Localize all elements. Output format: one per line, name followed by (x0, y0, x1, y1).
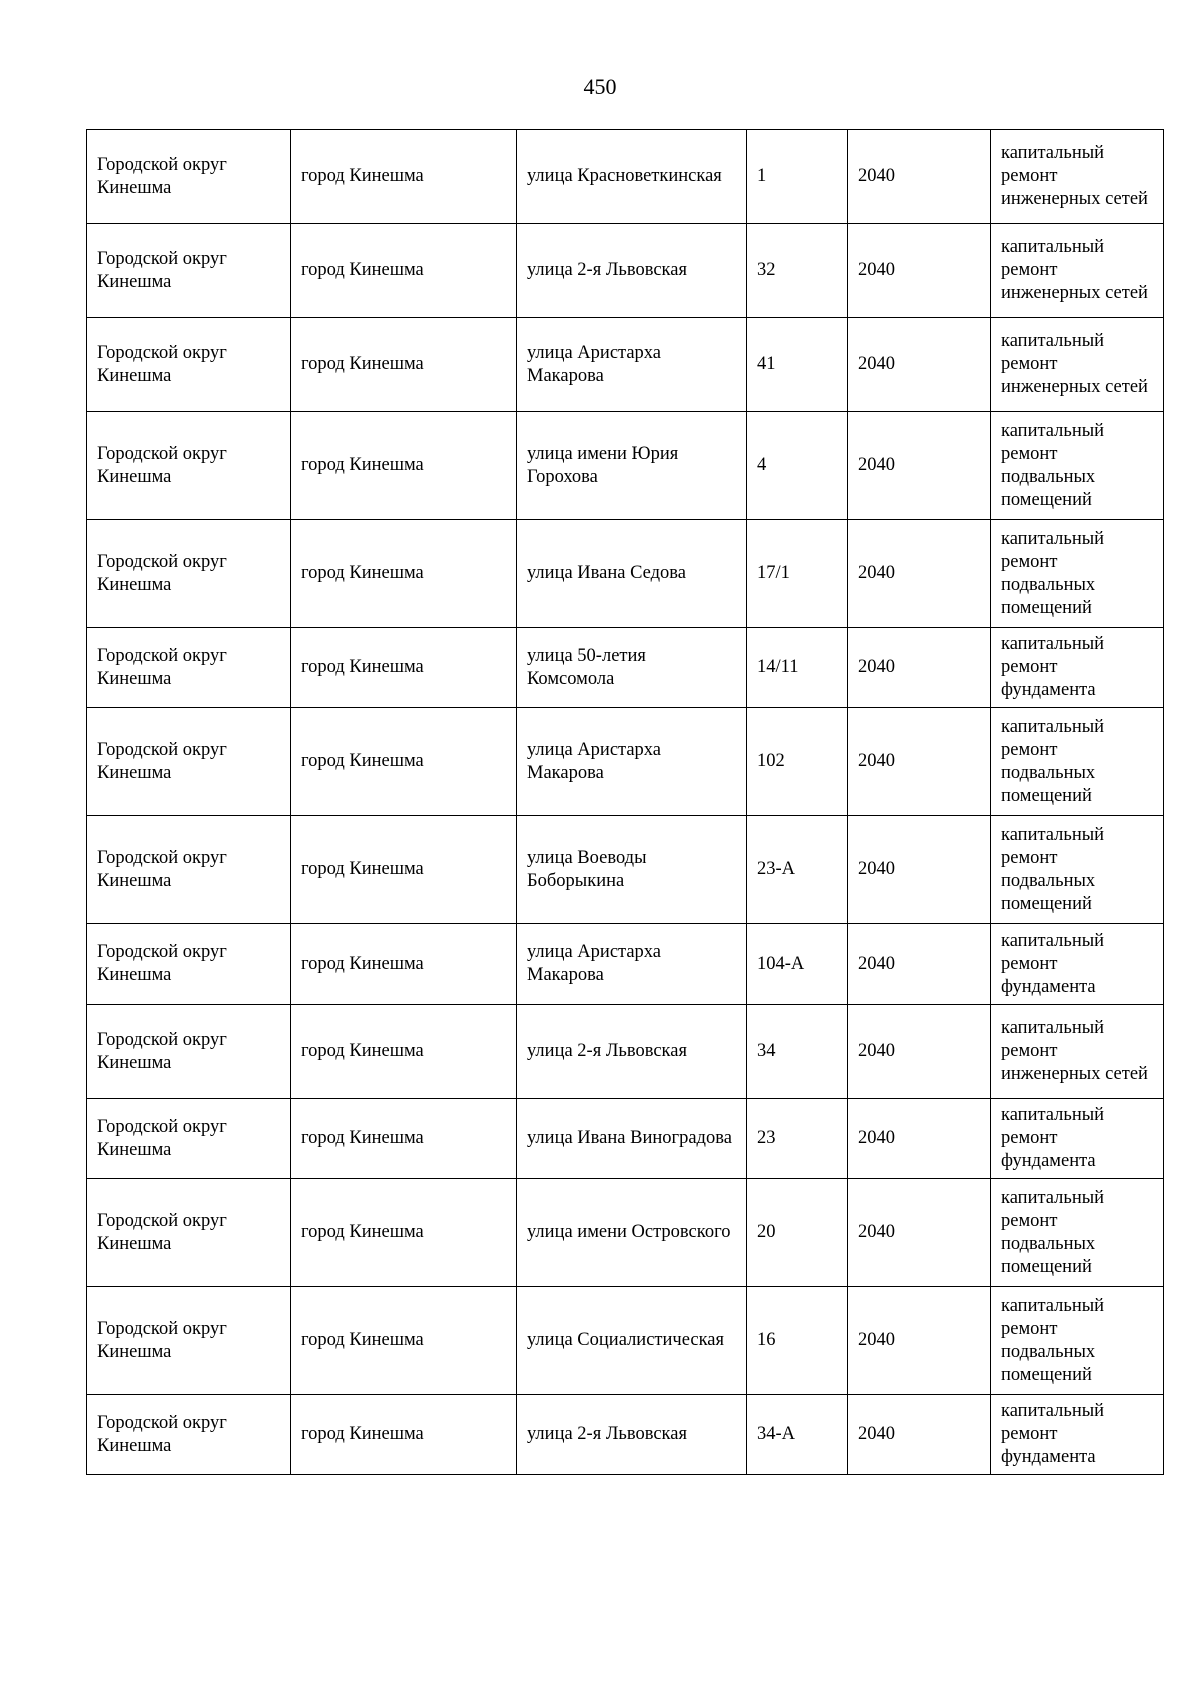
municipality-cell: Городской округ Кинешма (87, 816, 291, 924)
work-type-cell: капитальный ремонт подвальных помещений (991, 708, 1164, 816)
table-row (87, 708, 1164, 816)
work-type-cell: капитальный ремонт инженерных сетей (991, 130, 1164, 224)
work-type-cell: капитальный ремонт инженерных сетей (991, 1005, 1164, 1099)
house-number-cell: 32 (747, 224, 848, 318)
house-number-cell: 20 (747, 1179, 848, 1287)
table-row (87, 1287, 1164, 1395)
settlement-cell: город Кинешма (291, 1099, 517, 1179)
work-type-cell: капитальный ремонт подвальных помещений (991, 1179, 1164, 1287)
street-cell: улица Социалистическая (517, 1287, 747, 1395)
year-cell: 2040 (848, 224, 991, 318)
year-cell: 2040 (848, 1099, 991, 1179)
house-number-cell: 16 (747, 1287, 848, 1395)
settlement-cell: город Кинешма (291, 130, 517, 224)
year-cell: 2040 (848, 1287, 991, 1395)
year-cell: 2040 (848, 1395, 991, 1475)
work-type-cell: капитальный ремонт инженерных сетей (991, 224, 1164, 318)
repair-schedule-table (86, 129, 1164, 1475)
settlement-cell: город Кинешма (291, 1287, 517, 1395)
municipality-cell: Городской округ Кинешма (87, 1005, 291, 1099)
settlement-cell: город Кинешма (291, 412, 517, 520)
street-cell: улица 2-я Львовская (517, 1395, 747, 1475)
year-cell: 2040 (848, 318, 991, 412)
table-row (87, 130, 1164, 224)
settlement-cell: город Кинешма (291, 1179, 517, 1287)
table-row (87, 520, 1164, 628)
page-number: 450 (583, 74, 617, 99)
street-cell: улица Аристарха Макарова (517, 318, 747, 412)
table-row (87, 412, 1164, 520)
municipality-cell: Городской округ Кинешма (87, 318, 291, 412)
table-row (87, 1005, 1164, 1099)
work-type-cell: капитальный ремонт подвальных помещений (991, 520, 1164, 628)
settlement-cell: город Кинешма (291, 628, 517, 708)
year-cell: 2040 (848, 816, 991, 924)
settlement-cell: город Кинешма (291, 224, 517, 318)
municipality-cell: Городской округ Кинешма (87, 1099, 291, 1179)
work-type-cell: капитальный ремонт подвальных помещений (991, 1287, 1164, 1395)
street-cell: улица Ивана Седова (517, 520, 747, 628)
street-cell: улица Красноветкинская (517, 130, 747, 224)
work-type-cell: капитальный ремонт подвальных помещений (991, 412, 1164, 520)
street-cell: улица имени Островского (517, 1179, 747, 1287)
street-cell: улица имени Юрия Горохова (517, 412, 747, 520)
house-number-cell: 23-А (747, 816, 848, 924)
house-number-cell: 41 (747, 318, 848, 412)
table-body (87, 130, 1164, 1475)
table-row (87, 628, 1164, 708)
municipality-cell: Городской округ Кинешма (87, 1395, 291, 1475)
work-type-cell: капитальный ремонт фундамента (991, 1395, 1164, 1475)
settlement-cell: город Кинешма (291, 318, 517, 412)
street-cell: улица 2-я Львовская (517, 224, 747, 318)
municipality-cell: Городской округ Кинешма (87, 520, 291, 628)
house-number-cell: 34-А (747, 1395, 848, 1475)
municipality-cell: Городской округ Кинешма (87, 708, 291, 816)
settlement-cell: город Кинешма (291, 520, 517, 628)
table-row (87, 816, 1164, 924)
settlement-cell: город Кинешма (291, 708, 517, 816)
work-type-cell: капитальный ремонт фундамента (991, 924, 1164, 1005)
house-number-cell: 17/1 (747, 520, 848, 628)
table-row (87, 1179, 1164, 1287)
year-cell: 2040 (848, 130, 991, 224)
house-number-cell: 104-А (747, 924, 848, 1005)
municipality-cell: Городской округ Кинешма (87, 628, 291, 708)
street-cell: улица Аристарха Макарова (517, 708, 747, 816)
street-cell: улица 50-летия Комсомола (517, 628, 747, 708)
municipality-cell: Городской округ Кинешма (87, 1179, 291, 1287)
year-cell: 2040 (848, 924, 991, 1005)
house-number-cell: 23 (747, 1099, 848, 1179)
year-cell: 2040 (848, 708, 991, 816)
table-row (87, 924, 1164, 1005)
work-type-cell: капитальный ремонт подвальных помещений (991, 816, 1164, 924)
work-type-cell: капитальный ремонт инженерных сетей (991, 318, 1164, 412)
municipality-cell: Городской округ Кинешма (87, 924, 291, 1005)
year-cell: 2040 (848, 412, 991, 520)
year-cell: 2040 (848, 628, 991, 708)
street-cell: улица Воеводы Боборыкина (517, 816, 747, 924)
year-cell: 2040 (848, 520, 991, 628)
municipality-cell: Городской округ Кинешма (87, 224, 291, 318)
table-row (87, 1099, 1164, 1179)
year-cell: 2040 (848, 1179, 991, 1287)
settlement-cell: город Кинешма (291, 816, 517, 924)
municipality-cell: Городской округ Кинешма (87, 130, 291, 224)
work-type-cell: капитальный ремонт фундамента (991, 1099, 1164, 1179)
settlement-cell: город Кинешма (291, 1005, 517, 1099)
work-type-cell: капитальный ремонт фундамента (991, 628, 1164, 708)
street-cell: улица Аристарха Макарова (517, 924, 747, 1005)
house-number-cell: 34 (747, 1005, 848, 1099)
year-cell: 2040 (848, 1005, 991, 1099)
house-number-cell: 14/11 (747, 628, 848, 708)
house-number-cell: 1 (747, 130, 848, 224)
street-cell: улица Ивана Виноградова (517, 1099, 747, 1179)
municipality-cell: Городской округ Кинешма (87, 412, 291, 520)
house-number-cell: 102 (747, 708, 848, 816)
table-row (87, 1395, 1164, 1475)
house-number-cell: 4 (747, 412, 848, 520)
table-row (87, 318, 1164, 412)
table-row (87, 224, 1164, 318)
settlement-cell: город Кинешма (291, 1395, 517, 1475)
municipality-cell: Городской округ Кинешма (87, 1287, 291, 1395)
settlement-cell: город Кинешма (291, 924, 517, 1005)
street-cell: улица 2-я Львовская (517, 1005, 747, 1099)
